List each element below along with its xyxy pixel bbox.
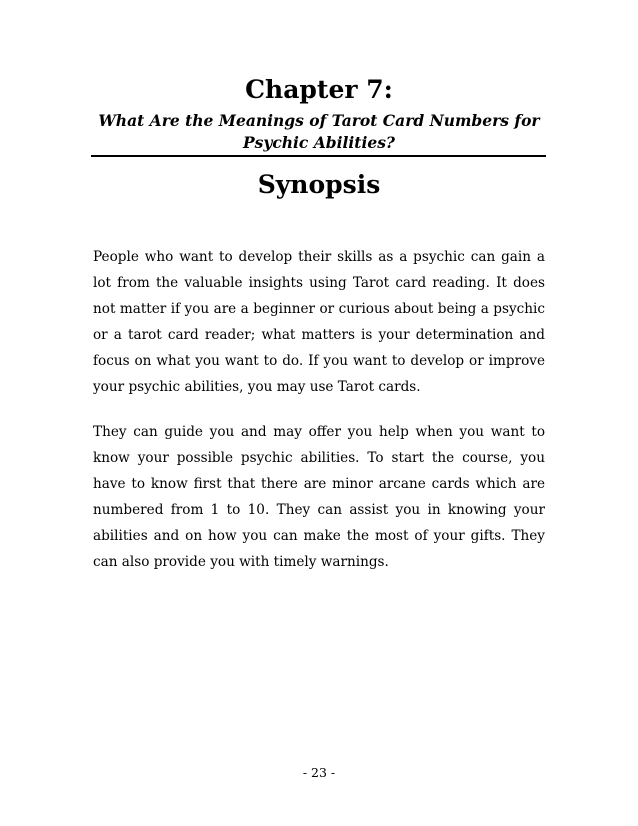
body-paragraph: They can guide you and may offer you help when you want to know your possible psychic abilities. To start the course, you have to know first that there are minor arcane cards which are numbered from 1 to 10. They can assist you in knowing your abilities and on how you can make the most of your gifts. They can also provide you with timely warnings. [93, 424, 545, 570]
chapter-subtitle: What Are the Meanings of Tarot Card Numbers for Psychic Abilities? [98, 111, 540, 152]
section-title: Synopsis [257, 170, 381, 199]
page-number: - 23 - [302, 765, 336, 780]
body-paragraph: People who want to develop their skills as a psychic can gain a lot from the valuable insights using Tarot card reading. It does not matter if you are a beginner or curious about being a psychic or a tarot card reader; what matters is your determination and focus on what you want to do. If you want to develop or improve your psychic abilities, you may use Tarot cards. [93, 249, 545, 395]
chapter-title: Chapter 7: [245, 75, 393, 104]
title-divider [91, 155, 546, 157]
